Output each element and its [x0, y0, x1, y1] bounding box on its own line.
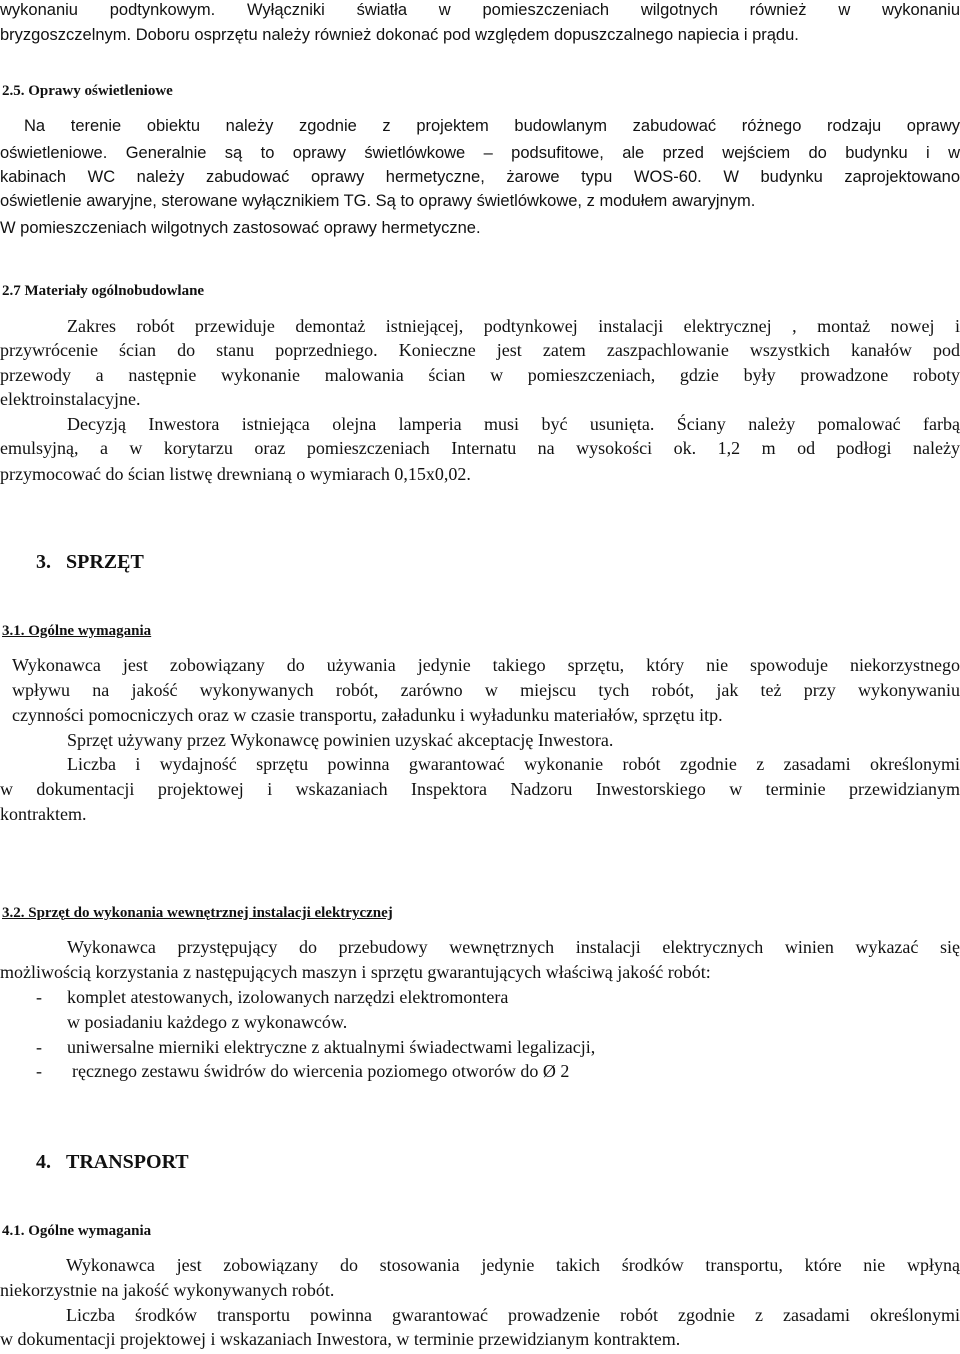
chapter-heading-3: [36, 551, 144, 573]
list-dash: -: [36, 1037, 42, 1057]
paragraph-line: emulsyjną, a w korytarzu oraz pomieszczeniach Internatu na wysokości ok. 1,2 m od podłogi należy: [0, 438, 960, 458]
paragraph-line: Zakres robót przewiduje demontaż istniejącej, podtynkowej instalacji elektrycznej , montaż nowej i: [67, 316, 960, 336]
section-heading-3-2: 3.2. Sprzęt do wykonania wewnętrznej instalacji elektrycznej: [2, 905, 393, 921]
paragraph-line: przymocować do ścian listwę drewnianą o wymiarach 0,15x0,02.: [0, 464, 471, 484]
list-item: uniwersalne mierniki elektryczne z aktualnymi świadectwami legalizacji,: [67, 1037, 596, 1057]
list-item: ręcznego zestawu świdrów do wiercenia poziomego otworów do Ø 2: [72, 1061, 570, 1081]
paragraph-line: w dokumentacji projektowej i wskazaniach Inspektora Nadzoru Inwestorskiego w terminie przewidzianym: [0, 779, 960, 799]
list-dash: -: [36, 987, 42, 1007]
paragraph-line: przywrócenie ścian do stanu poprzedniego. Konieczne jest zatem zaszpachlowanie wszystkich kanałów pod: [0, 340, 960, 360]
paragraph-line: niekorzystnie na jakość wykonywanych robót.: [0, 1280, 335, 1300]
paragraph-line: Na terenie obiektu należy zgodnie z projektem budowlanym zabudować różnego rodzaju oprawy: [24, 117, 960, 135]
paragraph-line: Decyzją Inwestora istniejąca olejna lamperia musi być usunięta. Ściany należy pomalować farbą: [67, 414, 960, 434]
paragraph-line: Wykonawca jest zobowiązany do używania jedynie takiego sprzętu, który nie spowoduje niekorzystnego: [12, 655, 960, 675]
paragraph-line: kabinach WC należy zabudować oprawy hermetyczne, żarowe typu WOS-60. W budynku zaprojektowano: [0, 168, 960, 186]
paragraph-line: oświetleniowe. Generalnie są to oprawy świetlówkowe – podsufitowe, ale przed wejściem do budynku i w: [0, 144, 960, 162]
chapter-number: 3.: [36, 551, 51, 573]
paragraph-line: elektroinstalacyjne.: [0, 389, 141, 409]
paragraph-line: Wykonawca jest zobowiązany do stosowania jedynie takich środków transportu, które nie wpłyną: [66, 1255, 960, 1275]
paragraph-line: kontraktem.: [0, 804, 87, 824]
section-heading-4-1: 4.1. Ogólne wymagania: [2, 1223, 152, 1239]
paragraph-line: możliwością korzystania z następujących maszyn i sprzętu gwarantujących właściwą jakość robót:: [0, 962, 711, 982]
section-heading-2-7: 2.7 Materiały ogólnobudowlane: [2, 283, 205, 299]
paragraph-line: w dokumentacji projektowej i wskazaniach Inwestora, w terminie przewidzianym kontraktem.: [0, 1329, 681, 1349]
chapter-title: SPRZĘT: [66, 551, 144, 573]
chapter-heading-4: [36, 1151, 189, 1173]
list-item-continuation: w posiadaniu każdego z wykonawców.: [67, 1012, 348, 1032]
paragraph-line: bryzgoszczelnym. Doboru osprzętu należy również dokonać pod względem dopuszczalnego napiecia i prądu.: [0, 26, 799, 44]
paragraph-line: W pomieszczeniach wilgotnych zastosować oprawy hermetyczne.: [0, 219, 481, 237]
paragraph-line: Wykonawca przystępujący do przebudowy wewnętrznych instalacji elektrycznych winien wykazać się: [67, 937, 960, 957]
chapter-title: TRANSPORT: [66, 1151, 189, 1173]
chapter-number: 4.: [36, 1151, 51, 1173]
paragraph-line: Sprzęt używany przez Wykonawcę powinien uzyskać akceptację Inwestora.: [67, 730, 614, 750]
paragraph-line: Liczba i wydajność sprzętu powinna gwarantować wykonanie robót zgodnie z zasadami określonymi: [67, 754, 960, 774]
paragraph-line: oświetlenie awaryjne, sterowane wyłącznikiem TG. Są to oprawy świetlówkowe, z modułem awaryjnym.: [0, 192, 756, 210]
paragraph-line: przewody a następnie wykonanie malowania ścian w pomieszczeniach, gdzie były prowadzone roboty: [0, 365, 960, 385]
paragraph-line: czynności pomocniczych oraz w czasie transportu, załadunku i wyładunku materiałów, sprzętu itp.: [12, 705, 723, 725]
paragraph-line: wykonaniu podtynkowym. Wyłączniki światła w pomieszczeniach wilgotnych również w wykonaniu: [0, 1, 960, 19]
section-heading-3-1: 3.1. Ogólne wymagania: [2, 623, 152, 639]
paragraph-line: wpływu na jakość wykonywanych robót, zarówno w miejscu tych robót, jak też przy wykonywaniu: [12, 680, 960, 700]
list-dash: -: [36, 1061, 42, 1081]
paragraph-line: Liczba środków transportu powinna gwarantować prowadzenie robót zgodnie z zasadami określonymi: [66, 1305, 960, 1325]
list-item: komplet atestowanych, izolowanych narzędzi elektromontera: [67, 987, 509, 1007]
section-heading-2-5: 2.5. Oprawy oświetleniowe: [2, 83, 173, 99]
